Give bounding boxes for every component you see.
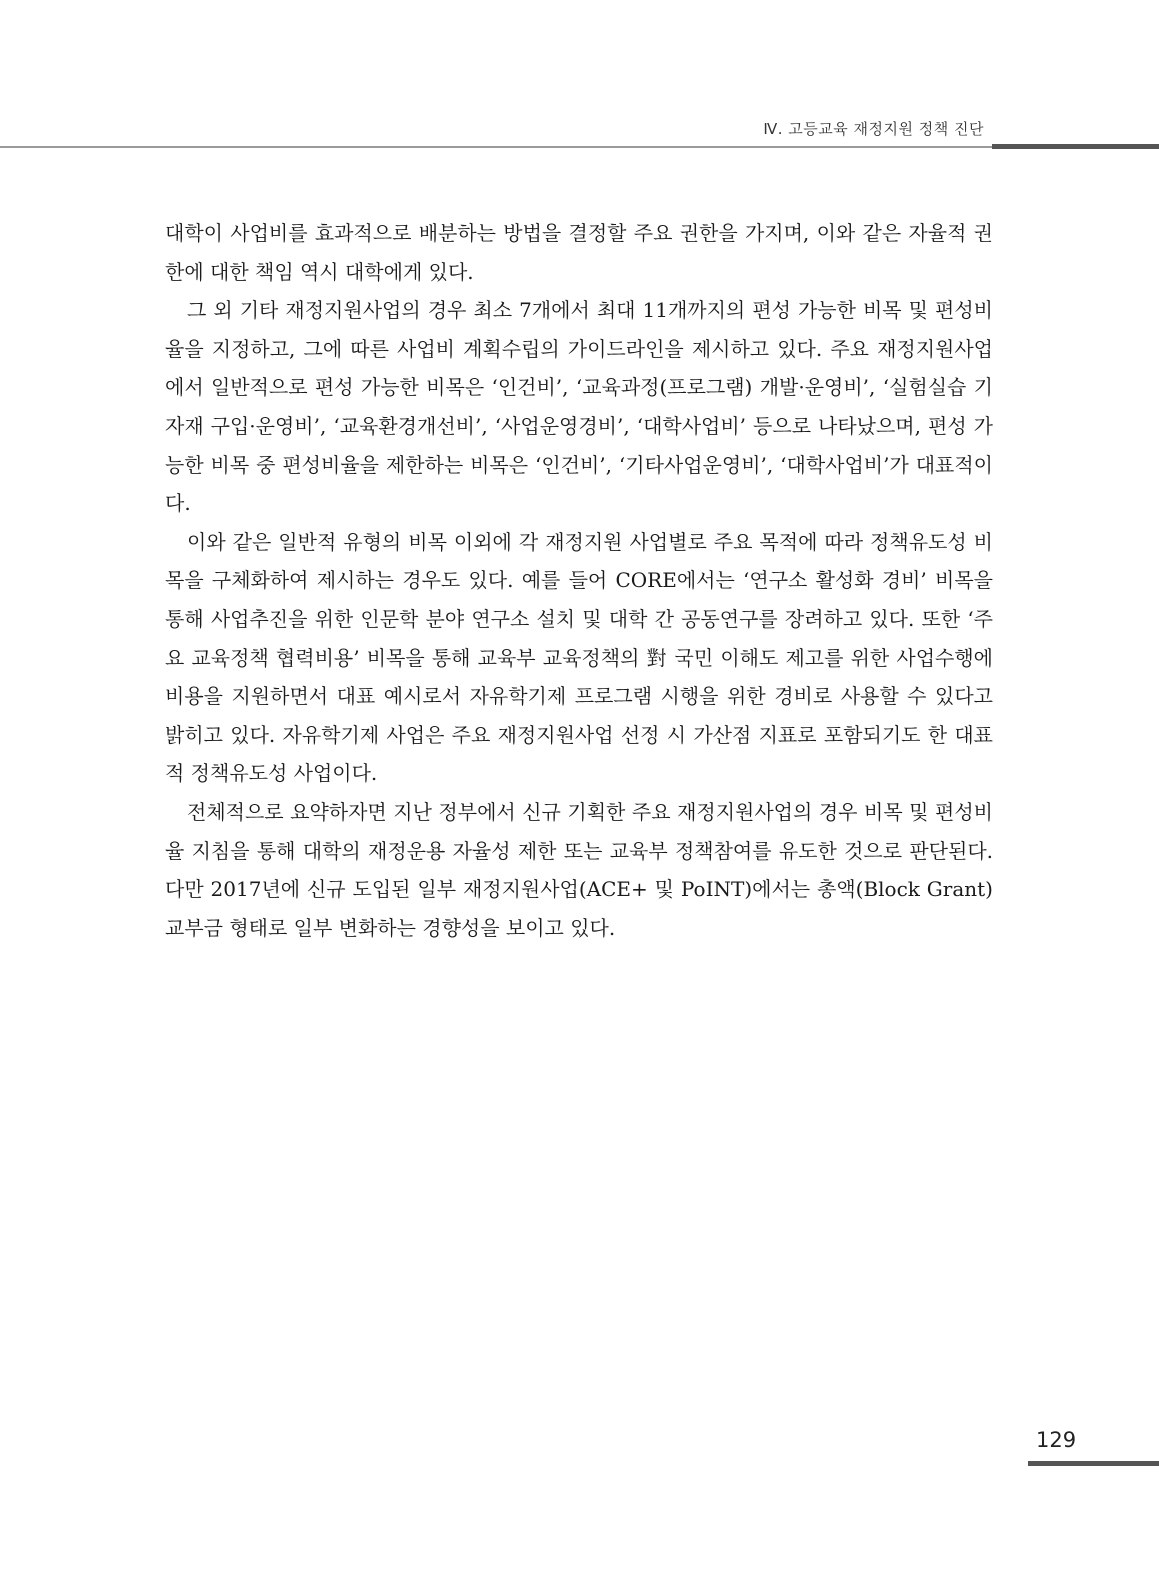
page-number: 129 xyxy=(1036,1428,1077,1452)
body-text xyxy=(165,214,993,947)
paragraph: 대학이 사업비를 효과적으로 배분하는 방법을 결정할 주요 권한을 가지며, 이와 같은 자율적 권한에 대한 책임 역시 대학에게 있다. xyxy=(165,221,993,284)
paragraph: 그 외 기타 재정지원사업의 경우 최소 7개에서 최대 11개까지의 편성 가능한 비목 및 편성비율을 지정하고, 그에 따른 사업비 계획수립의 가이드라인을 제시하고 있다. 주요 재정지원사업에서 일반적으로 편성 가능한 비목은 ‘인건비’, ‘교육과정(프로그램) 개발·운영비’, ‘실험실습 기자재 구입·운영비’, ‘교육환경개선비’, ‘사업운영경비’, ‘대학사업비’ 등으로 나타났으며, 편성 가능한 비목 중 편성비율을 제한하는 비목은 ‘인건비’, ‘기타사업운영비’, ‘대학사업비’가 대표적이다. xyxy=(165,298,993,516)
header-rule xyxy=(0,146,992,148)
paragraph: 이와 같은 일반적 유형의 비목 이외에 각 재정지원 사업별로 주요 목적에 따라 정책유도성 비목을 구체화하여 제시하는 경우도 있다. 예를 들어 CORE에서는 ‘연구소 활성화 경비’ 비목을 통해 사업추진을 위한 인문학 분야 연구소 설치 및 대학 간 공동연구를 장려하고 있다. 또한 ‘주요 교육정책 협력비용’ 비목을 통해 교육부 교육정책의 對 국민 이해도 제고를 위한 사업수행에 비용을 지원하면서 대표 예시로서 자유학기제 프로그램 시행을 위한 경비로 사용할 수 있다고 밝히고 있다. 자유학기제 사업은 주요 재정지원사업 선정 시 가산점 지표로 포함되기도 한 대표적 정책유도성 사업이다. xyxy=(165,529,993,786)
paragraph: 전체적으로 요약하자면 지난 정부에서 신규 기획한 주요 재정지원사업의 경우 비목 및 편성비율 지침을 통해 대학의 재정운용 자율성 제한 또는 교육부 정책참여를 유도한 것으로 판단된다. 다만 2017년에 신규 도입된 일부 재정지원사업(ACE+ 및 PoINT)에서는 총액(Block Grant) 교부금 형태로 일부 변화하는 경향성을 보이고 있다. xyxy=(165,799,993,940)
header-rule-accent xyxy=(992,144,1159,149)
footer-rule xyxy=(1028,1461,1159,1466)
running-header: Ⅳ. 고등교육 재정지원 정책 진단 xyxy=(763,120,984,138)
